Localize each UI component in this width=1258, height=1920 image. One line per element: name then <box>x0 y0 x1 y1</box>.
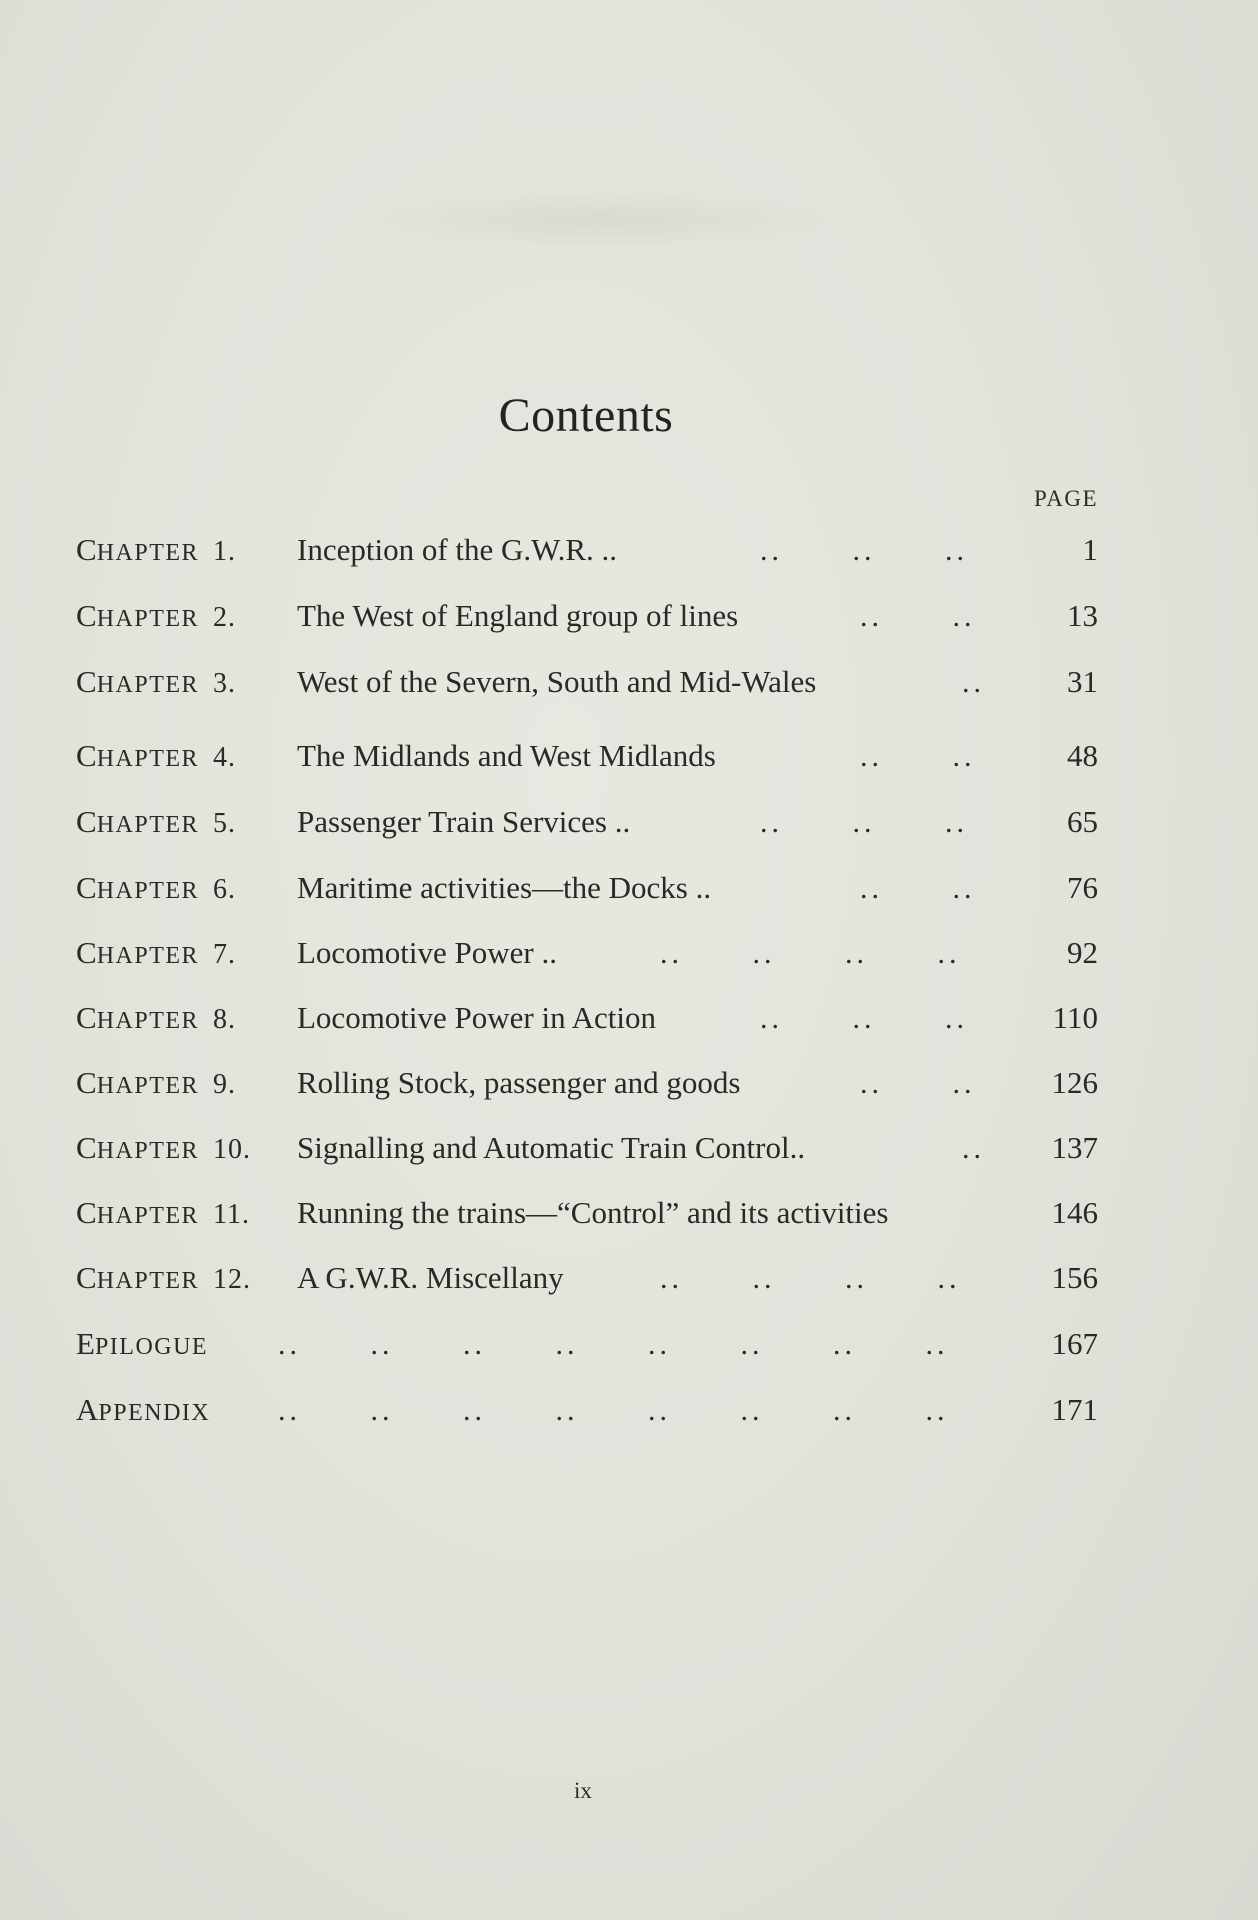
toc-entry-label-text: CHAPTER <box>76 1260 200 1295</box>
toc-entry-number: 5. <box>213 808 237 839</box>
dot-leaders: .. .. .. .. .. .. .. .. <box>278 1328 949 1361</box>
dot-leaders: .. .. .. <box>760 534 968 567</box>
toc-entry-label <box>76 738 236 774</box>
page-folio: ix <box>574 1778 592 1803</box>
dot-leaders: .. <box>962 1132 985 1165</box>
toc-entry-label <box>76 870 236 906</box>
toc-entry-label <box>76 1000 236 1036</box>
toc-entry-page: 65 <box>1067 804 1098 839</box>
toc-entry <box>0 935 1258 985</box>
toc-entry-page: 146 <box>1051 1195 1098 1230</box>
toc-entry-label-text: CHAPTER <box>76 870 200 905</box>
toc-entry <box>0 804 1258 854</box>
toc-entry-page: 92 <box>1067 935 1098 970</box>
dot-leaders: .. .. <box>860 872 976 905</box>
toc-entry-title: A G.W.R. Miscellany <box>297 1260 564 1295</box>
toc-entry-label <box>76 1326 208 1362</box>
page-title: Contents <box>498 389 674 442</box>
toc-entry-label <box>76 664 236 700</box>
toc-entry-label-text: CHAPTER <box>76 532 200 567</box>
toc-entry <box>0 1260 1258 1310</box>
toc-entry-label-text: CHAPTER <box>76 935 200 970</box>
toc-entry-title: Maritime activities—the Docks .. <box>297 870 712 905</box>
toc-entry-label <box>76 935 236 971</box>
toc-entry-number: 10. <box>213 1134 252 1165</box>
dot-leaders: .. .. <box>860 740 976 773</box>
toc-entry-number: 11. <box>213 1199 250 1230</box>
toc-entry-page: 167 <box>1051 1326 1098 1361</box>
page-column-header: PAGE <box>1034 486 1098 511</box>
toc-entry <box>0 598 1258 648</box>
toc-entry-title: Passenger Train Services .. <box>297 804 631 839</box>
toc-entry-title: Rolling Stock, passenger and goods <box>297 1065 741 1100</box>
toc-entry-number: 7. <box>213 939 237 970</box>
toc-entry-title: The Midlands and West Midlands <box>297 738 716 773</box>
toc-entry-page: 76 <box>1067 870 1098 905</box>
toc-entry-label <box>76 598 236 634</box>
toc-entry <box>0 870 1258 920</box>
toc-entry <box>0 1326 1258 1376</box>
toc-entry-page: 137 <box>1051 1130 1098 1165</box>
toc-entry-number: 8. <box>213 1004 237 1035</box>
toc-entry-title: Running the trains—“Control” and its activities <box>297 1195 889 1230</box>
toc-entry-number: 9. <box>213 1069 237 1100</box>
dot-leaders: .. .. .. .. <box>660 937 961 970</box>
toc-entry <box>0 738 1258 788</box>
toc-entry-number: 4. <box>213 742 237 773</box>
dot-leaders: .. .. <box>860 1067 976 1100</box>
dot-leaders: .. .. .. <box>760 806 968 839</box>
toc-entry <box>0 664 1258 714</box>
toc-entry-label <box>76 1392 210 1428</box>
toc-entry-number: 1. <box>213 536 237 567</box>
toc-entry <box>0 532 1258 582</box>
toc-entry-label-text: CHAPTER <box>76 1065 200 1100</box>
dot-leaders: .. .. .. <box>760 1002 968 1035</box>
toc-entry-number: 12. <box>213 1264 252 1295</box>
dot-leaders: .. .. <box>860 600 976 633</box>
toc-entry-label <box>76 1065 236 1101</box>
toc-entry-page: 171 <box>1051 1392 1098 1427</box>
toc-entry-label-text: CHAPTER <box>76 1130 200 1165</box>
toc-entry-title: The West of England group of lines <box>297 598 739 633</box>
toc-entry-page: 1 <box>1082 532 1098 567</box>
dot-leaders: .. .. .. .. .. .. .. .. <box>278 1394 949 1427</box>
toc-entry-label <box>76 1260 251 1296</box>
toc-entry-page: 31 <box>1067 664 1098 699</box>
toc-entry-label <box>76 1130 251 1166</box>
toc-entry-page: 126 <box>1051 1065 1098 1100</box>
toc-entry-title: Locomotive Power in Action <box>297 1000 657 1035</box>
toc-entry-number: 3. <box>213 668 237 699</box>
toc-entry-page: 110 <box>1052 1000 1098 1035</box>
toc-entry-title: Inception of the G.W.R. .. <box>297 532 617 567</box>
toc-entry <box>0 1195 1258 1245</box>
toc-entry-label <box>76 1195 250 1231</box>
toc-entry-label <box>76 804 236 840</box>
toc-entry-label-text: CHAPTER <box>76 664 200 699</box>
toc-entry-number: 2. <box>213 602 237 633</box>
toc-entry-label-text: CHAPTER <box>76 598 200 633</box>
dot-leaders: .. .. .. .. <box>660 1262 961 1295</box>
toc-entry-number: 6. <box>213 874 237 905</box>
toc-entry <box>0 1130 1258 1180</box>
show-through-text <box>360 190 840 250</box>
toc-entry-label-text: CHAPTER <box>76 804 200 839</box>
toc-entry <box>0 1392 1258 1442</box>
toc-entry-page: 156 <box>1051 1260 1098 1295</box>
toc-entry-label-text: EPILOGUE <box>76 1326 209 1361</box>
toc-entry-title: West of the Severn, South and Mid-Wales <box>297 664 817 699</box>
toc-entry-title: Signalling and Automatic Train Control.. <box>297 1130 806 1165</box>
toc-entry <box>0 1000 1258 1050</box>
toc-entry-page: 48 <box>1067 738 1098 773</box>
toc-entry-label-text: CHAPTER <box>76 738 200 773</box>
toc-entry-label-text: CHAPTER <box>76 1000 200 1035</box>
toc-entry <box>0 1065 1258 1115</box>
toc-entry-label-text: CHAPTER <box>76 1195 200 1230</box>
toc-entry-title: Locomotive Power .. <box>297 935 558 970</box>
toc-entry-page: 13 <box>1067 598 1098 633</box>
toc-entry-label <box>76 532 236 568</box>
dot-leaders: .. <box>962 666 985 699</box>
toc-entry-label-text: APPENDIX <box>76 1392 211 1427</box>
